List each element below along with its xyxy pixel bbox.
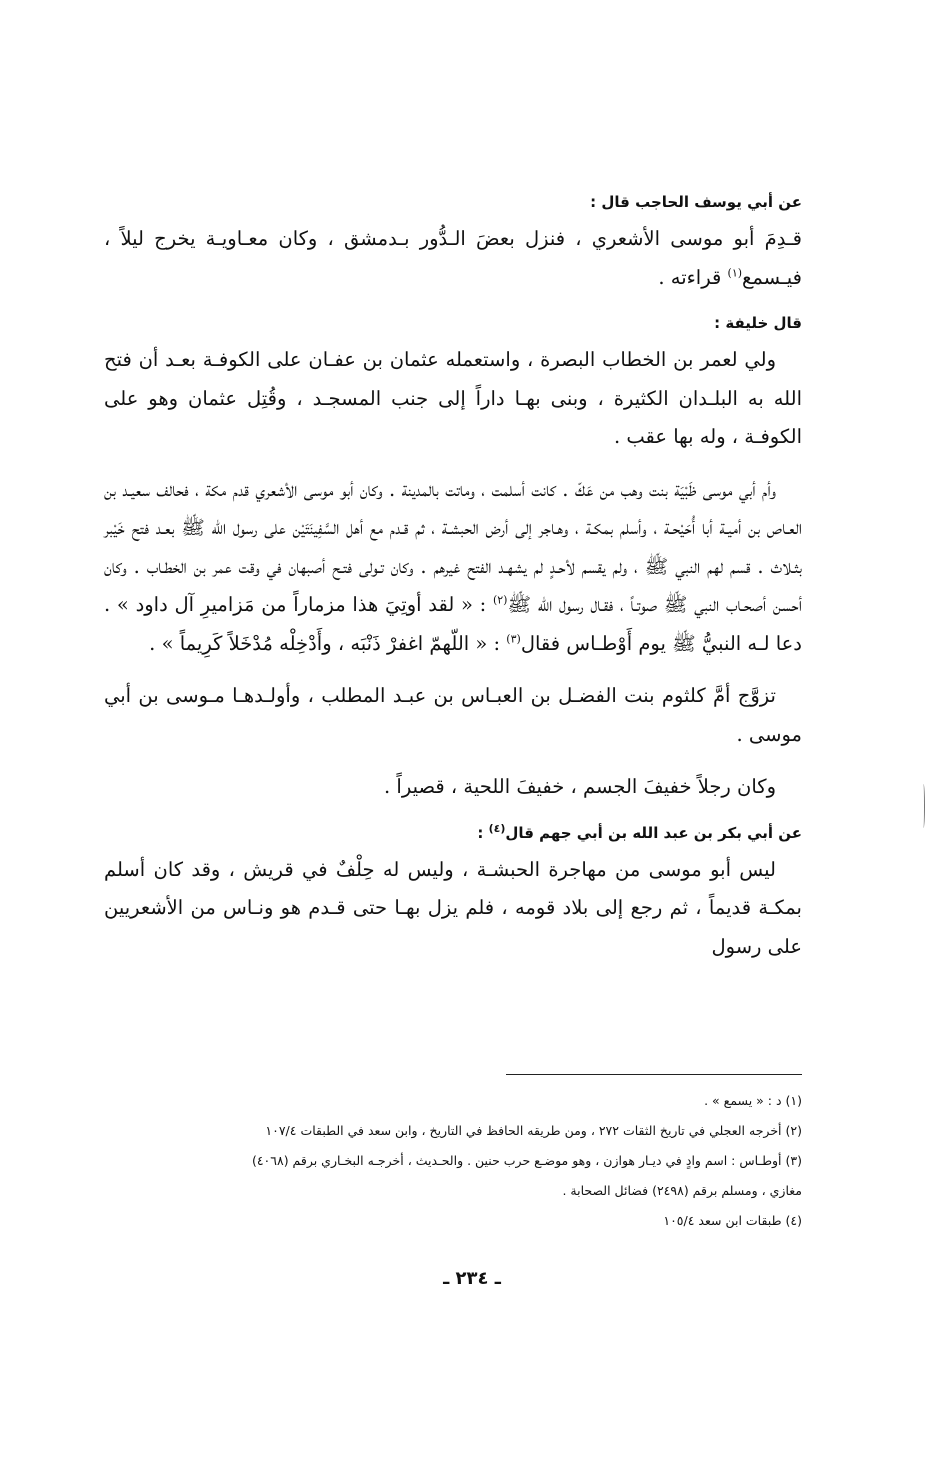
footnote-ref-3: (٣) — [506, 632, 521, 645]
narrator-heading-3-text: عن أبي بكر بن عبد الله بن أبي جهم قال — [505, 823, 802, 842]
page-body — [104, 190, 802, 980]
footnote-ref-4: (٤) — [488, 821, 506, 835]
paragraph-1-end: قراءته . — [658, 265, 728, 289]
paragraph-3-text-b: : « لقد أوتِيَ هذا مزماراً من مَزاميرِ آل داود » . دعا لـه النبيُّ ﷺ يوم أَوْطـاس فقال — [104, 593, 802, 655]
footnote-1: (١) د : « يسمع » . — [704, 1093, 802, 1108]
narrator-heading-1: عن أبي يوسف الحاجب قال : — [590, 193, 802, 211]
paragraph-3-text-a: وأم أبي موسى ظَبْيَة بنت وهب من عَكّ . كانت أسلمت ، وماتت بالمدينة . وكان أبو موسى الأشعري قدم مكة ، فحالف سعيـد بن العـاص بن أميـة أبا أُحَيْحـة ، وأسلم بمكـة ، وهـاجر إلى أرض الحبشـة ، ثم قـدم مع أهل السَّفِينَتَيْن على رسول الله ﷺ بعـد فتح خَيْبر بثـلاث . قسم لهم النبي ﷺ ، ولم يقسم لأحـدٍ لم يشهـد الفتح غيرهم . وكان تـولى فتـح أصبهان في وقت عمر بن الخطـاب . وكان أحسن أصحـاب النبي ﷺ صوتـاً ، فقـال رسول الله ﷺ — [104, 477, 802, 616]
paragraph-1 — [104, 220, 802, 297]
footnote-divider — [506, 1074, 802, 1075]
footnote-ref-1: (١) — [727, 266, 743, 279]
paragraph-3-text-c: : « اللّهمّ اغفرْ ذَنْبَه ، وأَدْخِلْه مُدْخَلاً كَرِيماً » . — [149, 631, 507, 655]
narrator-heading-3-end: : — [477, 823, 489, 842]
paragraph-2: ولي لعمر بن الخطاب البصرة ، واستعمله عثمان بن عفـان على الكوفـة بعـد أن فتح الله به البلـدان الكثيرة ، وبنى بهـا داراً إلى جنب المسجـد ، وقُتِل عثمان وهو على الكوفـة ، وله بها عقب . — [104, 348, 802, 448]
narrator-heading-2: قال خليفة : — [714, 314, 802, 332]
paragraph-6: ليس أبو موسى من مهاجرة الحبشـة ، وليس له حِلْفٌ في قريش ، وقد كان أسلم بمكـة قديماً ، ثم رجع إلى بلاد قومه ، فلم يزل بهـا حتى قـدم هو ونـاس من الأشعريين على رسول — [104, 857, 802, 958]
footnote-2: (٢) أخرجه العجلي في تاريخ الثقات ٢٧٢ ، ومن طريقه الحافظ في التاريخ ، وابن سعد في الطبقات ١٠٧/٤ — [265, 1123, 802, 1138]
paragraph-4: تزوَّج أمَّ كلثوم بنت الفضـل بن العبـاس بن عبـد المطلب ، وأولـدهـا مـوسى بن أبي موسى . — [104, 684, 802, 746]
page-number: ـ ٢٣٤ ـ — [443, 1268, 501, 1289]
paragraph-5: وكان رجلاً خفيفَ الجسم ، خفيفَ اللحية ، قصيراً . — [384, 775, 776, 798]
margin-scan-mark — [922, 784, 925, 828]
footnote-4: (٤) طبقات ابن سعد ١٠٥/٤ — [663, 1213, 802, 1228]
paragraph-3 — [104, 471, 802, 664]
footnote-ref-2: (٢) — [492, 593, 508, 607]
footnotes-section — [104, 1086, 802, 1236]
narrator-heading-3 — [104, 821, 802, 845]
paragraph-1-text: قـدِمَ أبو موسى الأشعري ، فنزل بعضَ الـدُّور بـدمشق ، وكان معـاويـة يخرج ليلاً ، فيـسمع — [104, 227, 802, 289]
footnote-3: (٣) أوطـاس : اسم وادٍ في ديـار هوازن ، وهو موضـع حرب حنين . والحـديث ، أخرجـه البخـاري برقم (٤٠٦٨) — [251, 1153, 802, 1168]
footnote-3-continuation: مغازي ، ومسلم برقم (٢٤٩٨) فضائل الصحابة . — [562, 1183, 802, 1198]
